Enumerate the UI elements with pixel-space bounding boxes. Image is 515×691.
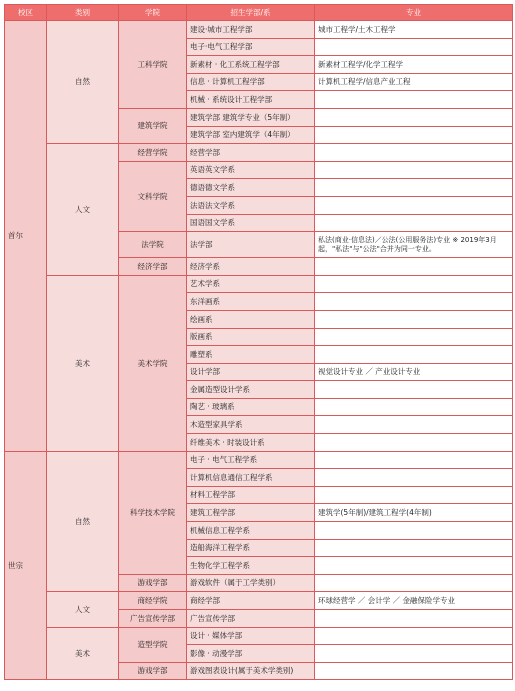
department-cell: 信息 · 计算机工程学部 <box>187 73 315 91</box>
major-cell <box>315 610 513 628</box>
department-cell: 设计学部 <box>187 363 315 381</box>
department-cell: 国语国文学系 <box>187 214 315 232</box>
major-cell <box>315 539 513 557</box>
major-cell <box>315 398 513 416</box>
major-cell <box>315 627 513 645</box>
department-cell: 法语法文学系 <box>187 196 315 214</box>
department-cell: 德语德文学系 <box>187 179 315 197</box>
department-cell: 生物化学工程学系 <box>187 557 315 575</box>
header-campus: 校区 <box>5 5 47 21</box>
college-cell: 科学技术学院 <box>119 451 187 574</box>
department-cell: 雕塑系 <box>187 346 315 364</box>
major-cell <box>315 451 513 469</box>
table-row <box>5 275 513 293</box>
major-cell <box>315 469 513 487</box>
department-cell: 建筑学部 建筑学专业（5年制） <box>187 108 315 126</box>
major-cell <box>315 126 513 144</box>
category-cell: 人文 <box>47 144 119 276</box>
department-cell: 建筑学部 室内建筑学（4年制） <box>187 126 315 144</box>
campus-cell: 首尔 <box>5 21 47 452</box>
department-cell: 商经学部 <box>187 592 315 610</box>
department-cell: 电子 · 电气工程学系 <box>187 451 315 469</box>
major-cell <box>315 293 513 311</box>
category-cell: 自然 <box>47 21 119 144</box>
college-cell: 工科学院 <box>119 21 187 109</box>
major-cell <box>315 196 513 214</box>
major-cell <box>315 310 513 328</box>
major-cell: 计算机工程学/信息产业工程 <box>315 73 513 91</box>
department-cell: 绘画系 <box>187 310 315 328</box>
major-cell <box>315 258 513 276</box>
campus-cell: 世宗 <box>5 451 47 680</box>
table-row <box>5 451 513 469</box>
department-cell: 建设·城市工程学部 <box>187 21 315 39</box>
department-cell: 艺术学系 <box>187 275 315 293</box>
college-cell: 文科学院 <box>119 161 187 231</box>
department-cell: 材料工程学部 <box>187 486 315 504</box>
major-cell: 视觉设计专业 ／ 产业设计专业 <box>315 363 513 381</box>
major-cell: 环球经营学 ／ 会计学 ／ 金融保险学专业 <box>315 592 513 610</box>
department-cell: 计算机信息通信工程学系 <box>187 469 315 487</box>
department-cell: 造船海洋工程学系 <box>187 539 315 557</box>
category-cell: 人文 <box>47 592 119 627</box>
major-cell <box>315 416 513 434</box>
department-cell: 金属造型设计学系 <box>187 381 315 399</box>
category-cell: 自然 <box>47 451 119 592</box>
header-department: 招生学部/系 <box>187 5 315 21</box>
college-cell: 美术学院 <box>119 275 187 451</box>
major-cell <box>315 161 513 179</box>
major-cell <box>315 381 513 399</box>
department-cell: 广告宣传学部 <box>187 610 315 628</box>
department-cell: 机械 · 系统设计工程学部 <box>187 91 315 109</box>
college-cell: 商经学院 <box>119 592 187 610</box>
table-row <box>5 627 513 645</box>
college-cell: 广告宣传学部 <box>119 610 187 628</box>
major-cell <box>315 662 513 680</box>
department-cell: 新素材 · 化工系统工程学部 <box>187 56 315 74</box>
department-cell: 纤维美术 · 时装设计系 <box>187 434 315 452</box>
department-cell: 版画系 <box>187 328 315 346</box>
college-cell: 建筑学院 <box>119 108 187 143</box>
department-cell: 经济学系 <box>187 258 315 276</box>
major-cell <box>315 275 513 293</box>
admissions-table <box>4 4 513 680</box>
major-cell <box>315 108 513 126</box>
department-cell: 经营学部 <box>187 144 315 162</box>
major-cell: 新素材工程学/化学工程学 <box>315 56 513 74</box>
header-college: 学院 <box>119 5 187 21</box>
college-cell: 游戏学部 <box>119 574 187 592</box>
department-cell: 木造型家具学系 <box>187 416 315 434</box>
department-cell: 影像 · 动漫学部 <box>187 645 315 663</box>
major-cell <box>315 574 513 592</box>
major-cell: 城市工程学/土木工程学 <box>315 21 513 39</box>
category-cell: 美术 <box>47 627 119 680</box>
major-cell <box>315 38 513 56</box>
major-cell <box>315 214 513 232</box>
table-row <box>5 144 513 162</box>
major-cell <box>315 144 513 162</box>
department-cell: 游戏图表设计(属于美术学类别) <box>187 662 315 680</box>
major-cell: 建筑学(5年制)/建筑工程学(4年制) <box>315 504 513 522</box>
header-category: 类别 <box>47 5 119 21</box>
college-cell: 法学院 <box>119 232 187 258</box>
department-cell: 建筑工程学部 <box>187 504 315 522</box>
major-cell <box>315 645 513 663</box>
header-major: 专业 <box>315 5 513 21</box>
college-cell: 经营学院 <box>119 144 187 162</box>
major-cell <box>315 91 513 109</box>
college-cell: 经济学部 <box>119 258 187 276</box>
table-row <box>5 592 513 610</box>
major-cell <box>315 557 513 575</box>
category-cell: 美术 <box>47 275 119 451</box>
major-cell <box>315 179 513 197</box>
department-cell: 法学部 <box>187 232 315 258</box>
department-cell: 电子·电气工程学部 <box>187 38 315 56</box>
major-cell <box>315 486 513 504</box>
major-cell <box>315 434 513 452</box>
department-cell: 陶艺 · 玻璃系 <box>187 398 315 416</box>
college-cell: 游戏学部 <box>119 662 187 680</box>
department-cell: 机械信息工程学系 <box>187 522 315 540</box>
department-cell: 游戏软件（属于工学类别） <box>187 574 315 592</box>
major-cell <box>315 328 513 346</box>
major-cell: 私法(商业·信息法)／公法(公用服务法)专业 ※ 2019年3月起，"私法"与"公法"合并为同一专业。 <box>315 232 513 258</box>
table-row <box>5 21 513 39</box>
college-cell: 造型学院 <box>119 627 187 662</box>
header-row <box>5 5 513 21</box>
department-cell: 英语英文学系 <box>187 161 315 179</box>
department-cell: 东洋画系 <box>187 293 315 311</box>
major-cell <box>315 346 513 364</box>
major-cell <box>315 522 513 540</box>
department-cell: 设计 · 媒体学部 <box>187 627 315 645</box>
